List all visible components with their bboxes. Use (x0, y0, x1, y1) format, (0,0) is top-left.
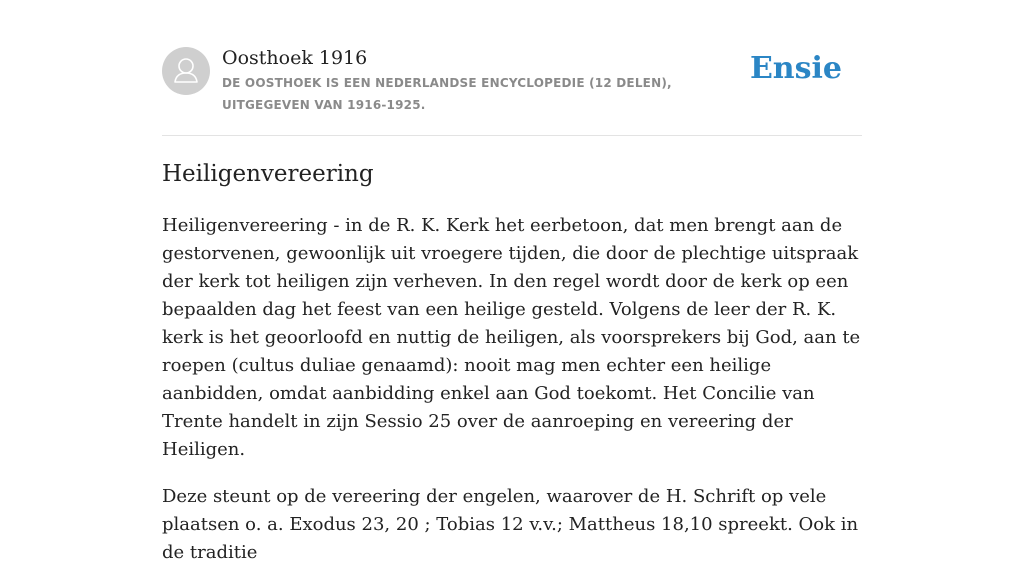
source-header (162, 46, 862, 136)
user-icon (162, 47, 210, 95)
source-description: DE OOSTHOEK IS EEN NEDERLANDSE ENCYCLOPEDIE (12 DELEN), UITGEGEVEN VAN 1916-1925. (222, 76, 672, 112)
ensie-logo[interactable]: Ensie (749, 51, 842, 86)
source-title[interactable]: Oosthoek 1916 (222, 47, 368, 69)
avatar[interactable] (162, 47, 210, 95)
entry-paragraph: Heiligenvereering - in de R. K. Kerk het eerbetoon, dat men brengt aan de gestorvenen, gewoonlijk uit vroegere tijden, die door de plechtige uitspraak der kerk tot heiligen zijn verheven. In den regel wordt door de kerk op een bepaalden dag het feest van een heilige gesteld. Volgens de leer der R. K. kerk is het geoorloofd en nuttig de heiligen, als voorsprekers bij God, aan te roepen (cultus duliae genaamd): nooit mag men echter een heilige aanbidden, omdat aanbidding enkel aan God toekomt. Het Concilie van Trente handelt in zijn Sessio 25 over de aanroeping en vereering der Heiligen. (162, 215, 861, 460)
entry-paragraph: Deze steunt op de vereering der engelen, waarover de H. Schrift op vele plaatsen o. a. Exodus 23, 20 ; Tobias 12 v.v.; Mattheus 18,10 spreekt. Ook in de traditie (162, 486, 859, 563)
entry-content (162, 158, 864, 567)
entry-title: Heiligenvereering (162, 161, 374, 187)
